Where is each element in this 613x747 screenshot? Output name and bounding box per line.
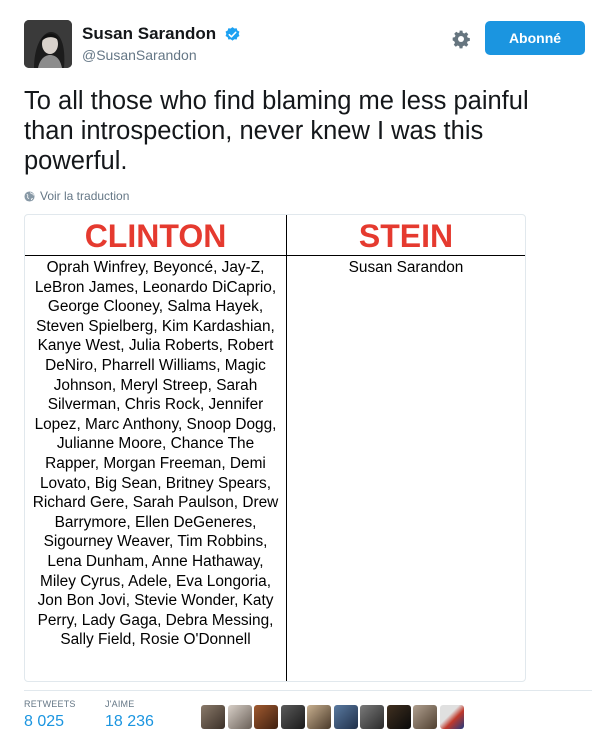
stein-column-title: STEIN: [358, 218, 454, 254]
liker-avatars: [201, 705, 466, 729]
translate-link[interactable]: [24, 189, 129, 203]
liker-avatar[interactable]: [360, 705, 384, 729]
stein-names: Susan Sarandon: [348, 259, 464, 276]
author-name-block: [82, 24, 241, 63]
retweets-stat[interactable]: [24, 699, 76, 731]
likes-label: J'AIME: [105, 699, 135, 709]
liker-avatar[interactable]: [440, 705, 464, 729]
table-header: [25, 215, 525, 256]
clinton-column-title: CLINTON: [84, 218, 227, 254]
liker-avatar[interactable]: [201, 705, 225, 729]
display-name[interactable]: Susan Sarandon: [82, 24, 217, 43]
retweets-label: RETWEETS: [24, 699, 76, 709]
tweet-header: [24, 18, 592, 70]
translate-label: Voir la traduction: [40, 189, 130, 203]
liker-avatar[interactable]: [281, 705, 305, 729]
liker-avatar[interactable]: [387, 705, 411, 729]
avatar[interactable]: [24, 20, 72, 68]
liker-avatar[interactable]: [413, 705, 437, 729]
verified-badge-icon: [224, 26, 241, 43]
liker-avatar[interactable]: [254, 705, 278, 729]
likes-stat[interactable]: [105, 699, 154, 731]
follow-button[interactable]: Abonné: [485, 21, 585, 55]
retweets-count: 8 025: [24, 713, 65, 730]
column-divider: [286, 215, 287, 681]
tweet-text: To all those who find blaming me less painful than introspection, never knew I was this powerful.: [24, 87, 529, 175]
liker-avatar[interactable]: [307, 705, 331, 729]
clinton-names: Oprah Winfrey, Beyoncé, Jay-Z, LeBron James, Leonardo DiCaprio, George Clooney, Salma Hayek, Steven Spielberg, Kim Kardashian, Kanye West, Julia Roberts, Robert DeNiro, Pharrell Williams, Magic Johnson, Meryl Streep, Sarah Silverman, Chris Rock, Jennifer Lopez, Marc Anthony, Snoop Dogg, Julianne Moore, Chance The Rapper, Morgan Freeman, Demi Lovato, Big Sean, Britney Spears, Richard Gere, Sarah Paulson, Drew Barrymore, Ellen DeGeneres, Sigourney Weaver, Tim Robbins, Lena Dunham, Anne Hathaway, Miley Cyrus, Adele, Eva Longoria, Jon Bon Jovi, Stevie Wonder, Katy Perry, Lady Gaga, Debra Messing, Sally Field, Rosie O'Donnell: [32, 259, 279, 649]
liker-avatar[interactable]: [228, 705, 252, 729]
stats-divider: [24, 690, 592, 691]
globe-icon: [24, 191, 35, 202]
liker-avatar[interactable]: [334, 705, 358, 729]
likes-count: 18 236: [105, 713, 154, 730]
screen-name[interactable]: @SusanSarandon: [82, 47, 197, 63]
attached-image-table[interactable]: [24, 214, 526, 682]
gear-icon[interactable]: [451, 29, 471, 49]
